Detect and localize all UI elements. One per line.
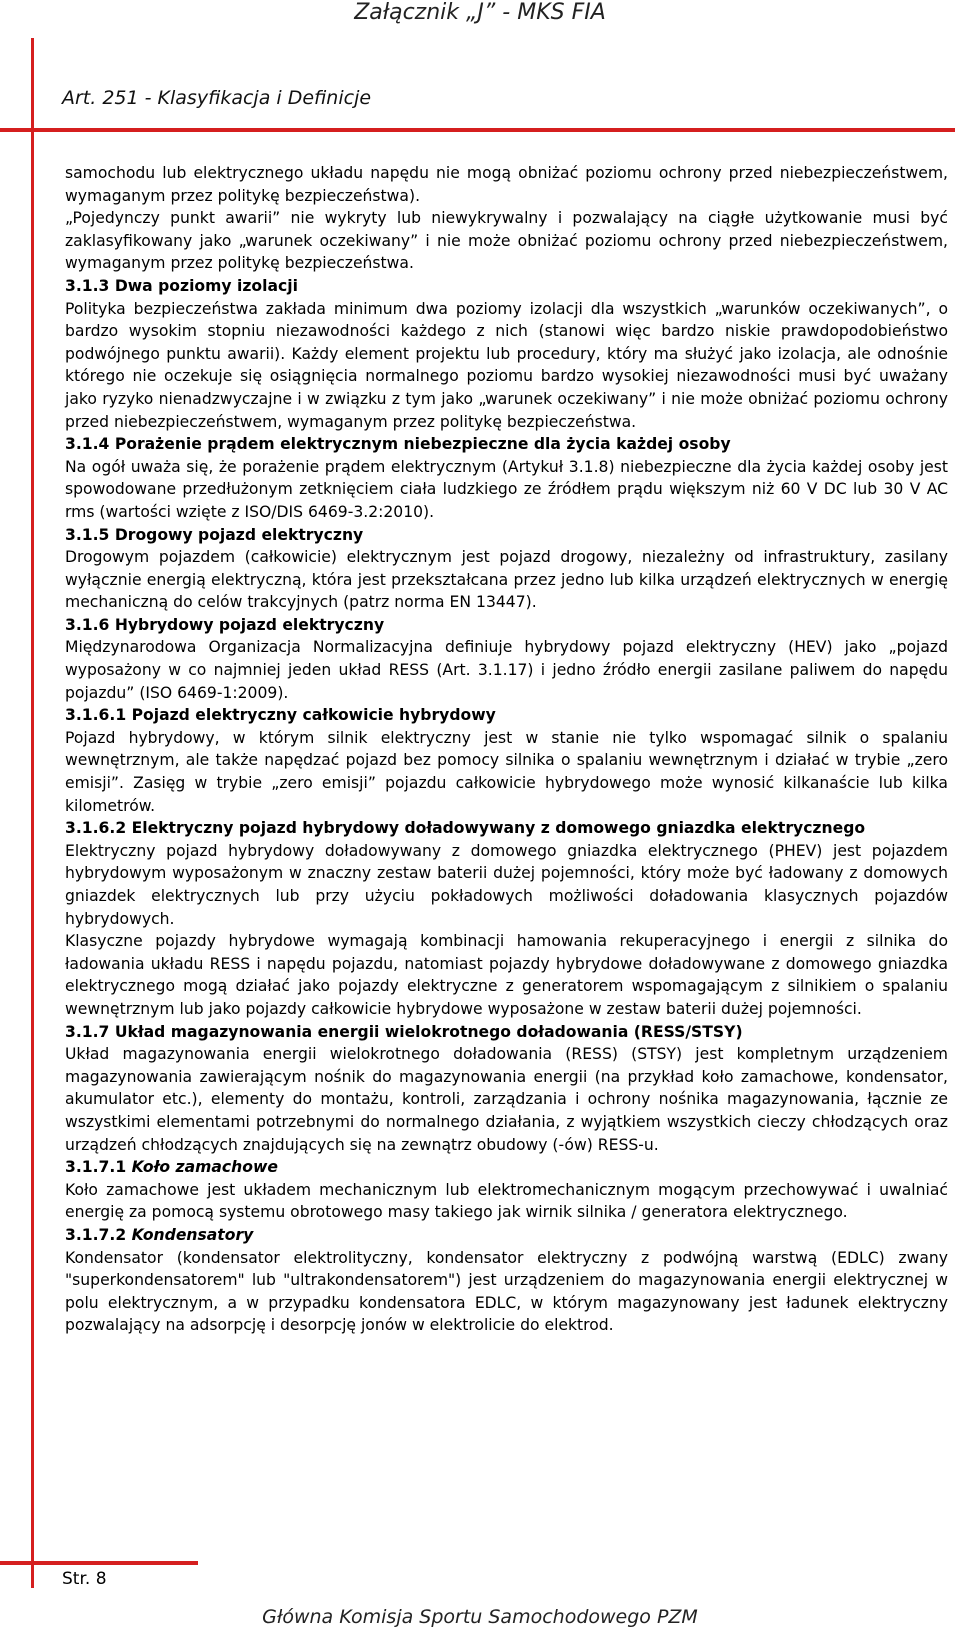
paragraph: Koło zamachowe jest układem mechanicznym lub elektromechanicznym mogącym przechowywać i uwalniać energię za pomocą systemu obrotowego masy takiego jak wirnik silnika / generatora elektrycznego. (65, 1180, 948, 1222)
heading-3-1-7-1 (65, 1156, 948, 1179)
footer-organization: Główna Komisja Sportu Samochodowego PZM (262, 1606, 698, 1628)
heading-3-1-7-2 (65, 1224, 948, 1247)
paragraph: „Pojedynczy punkt awarii” nie wykryty lub niewykrywalny i pozwalający na ciągłe użytkowanie musi być zaklasyfikowany jako „warunek oczekiwany” i nie może obniżać poziomu ochrony przed niebezpieczeństwem, wymaganym przez politykę bezpieczeństwa. (65, 209, 948, 273)
footer-rule (0, 1561, 198, 1565)
paragraph: Układ magazynowania energii wielokrotnego doładowania (RESS) (STSY) jest kompletnym urządzeniem magazynowania zawierającym nośnik do magazynowania energii (na przykład koło zamachowe, kondensator, akumulator etc.), elementy do montażu, kontroli, zarządzania i ochrony nośnika magazynowania, łącznie ze wszystkimi elementami potrzebnymi do normalnego działania, z wyjątkiem wszystkich cieczy chłodzących oraz urządzeń chłodzących znajdujących się na zewnątrz obudowy (-ów) RESS-u. (65, 1045, 948, 1154)
paragraph: Międzynarodowa Organizacja Normalizacyjna definiuje hybrydowy pojazd elektryczny (HEV) jako „pojazd wyposażony w co najmniej jeden układ RESS (Art. 3.1.17) i jedno źródło energii zasilane paliwem do napędu pojazdu” (ISO 6469-1:2009). (65, 638, 948, 702)
paragraph: Elektryczny pojazd hybrydowy doładowywany z domowego gniazdka elektrycznego (PHEV) jest pojazdem hybrydowym wyposażonym w znaczny zestaw baterii dużej pojemności, który może być ładowany z domowych gniazdek elektrycznych lub przy użyciu pokładowych możliwości doładowania klasycznych pojazdów hybrydowych. (65, 841, 948, 928)
heading-3-1-3: 3.1.3 Dwa poziomy izolacji (65, 276, 298, 295)
paragraph: Na ogół uważa się, że porażenie prądem elektrycznym (Artykuł 3.1.8) niebezpieczne dla życia każdej osoby jest spowodowane przedłużonym zetknięciem ciała ludzkiego ze źródłem prądu większym niż 60 V DC lub 30 V AC rms (wartości wzięte z ISO/DIS 6469-3.2:2010). (65, 457, 948, 521)
left-rule (31, 38, 34, 1588)
paragraph: Polityka bezpieczeństwa zakłada minimum dwa poziomy izolacji dla wszystkich „warunków oczekiwanych”, o bardzo wysokim stopniu niezawodności każdego z nich (stanowi więc bardzo niskie prawdopodobieństwo podwójnego punktu awarii). Każdy element projektu lub procedury, który ma służyć jako izolacja, ale odnośnie którego nie oczekuje się osiągnięcia normalnego poziomu bardzo wysokiej niezawodności musi być uważany jako ryzyko nienadzwyczajne i w związku z tym jako „warunek oczekiwany” i nie może obniżać poziomu ochrony przed niebezpieczeństwem, wymaganym przez politykę bezpieczeństwa. (65, 299, 948, 431)
paragraph: Kondensator (kondensator elektrolityczny, kondensator elektryczny z podwójną warstwą (EDLC) zwany "superkondensatorem" lub "ultrakondensatorem") jest urządzeniem do magazynowania energii elektrycznej w polu elektrycznym, a w przypadku kondensatora EDLC, w którym magazynowany jest ładunek elektryczny pozwalający na adsorpcję i desorpcję jonów w elektrolicie do elektrod. (65, 1248, 948, 1335)
heading-3-1-7: 3.1.7 Układ magazynowania energii wielokrotnego doładowania (RESS/STSY) (65, 1022, 743, 1041)
paragraph: samochodu lub elektrycznego układu napędu nie mogą obniżać poziomu ochrony przed niebezpieczeństwem, wymaganym przez politykę bezpieczeństwa). (65, 164, 948, 205)
heading-title: Koło zamachowe (131, 1158, 278, 1177)
paragraph: Klasyczne pojazdy hybrydowe wymagają kombinacji hamowania rekuperacyjnego i energii z silnika do ładowania układu RESS i napędu pojazdu, natomiast pojazdy hybrydowe doładowywane z domowego gniazdka elektrycznego mogą działać jako pojazdy elektryczne z generatorem wspomagającym z silnikiem o spalaniu wewnętrznym lub jako pojazdy całkowicie hybrydowe wyposażone w zestaw baterii dużej pojemności. (65, 932, 948, 1018)
heading-number: 3.1.7.2 (65, 1225, 132, 1244)
heading-title: Kondensatory (131, 1225, 254, 1244)
section-title: Art. 251 - Klasyfikacja i Definicje (62, 87, 372, 109)
page-number: Str. 8 (62, 1569, 107, 1589)
header-rule (0, 128, 955, 132)
paragraph: Drogowym pojazdem (całkowicie) elektrycznym jest pojazd drogowy, niezależny od infrastruktury, zasilany wyłącznie energią elektryczną, która jest przekształcana przez jedno lub kilka urządzeń elektrycznych w energię mechaniczną do celów trakcyjnych (patrz norma EN 13447). (65, 548, 948, 612)
heading-number: 3.1.7.1 (65, 1158, 132, 1177)
heading-3-1-6-1: 3.1.6.1 Pojazd elektryczny całkowicie hybrydowy (65, 706, 496, 725)
document-body (65, 162, 948, 1337)
heading-3-1-6-2: 3.1.6.2 Elektryczny pojazd hybrydowy doładowywany z domowego gniazdka elektrycznego (65, 819, 866, 838)
heading-3-1-6: 3.1.6 Hybrydowy pojazd elektryczny (65, 615, 385, 634)
heading-3-1-4: 3.1.4 Porażenie prądem elektrycznym niebezpieczne dla życia każdej osoby (65, 435, 731, 454)
paragraph: Pojazd hybrydowy, w którym silnik elektryczny jest w stanie nie tylko wspomagać silnik o spalaniu wewnętrznym, ale także napędzać pojazd bez pomocy silnika o spalaniu wewnętrznym i działać w trybie „zero emisji”. Zasięg w trybie „zero emisji” pojazdu całkowicie hybrydowego może wynosić kilkanaście lub kilka kilometrów. (65, 728, 948, 815)
document-header: Załącznik „J” - MKS FIA (354, 0, 606, 25)
heading-3-1-5: 3.1.5 Drogowy pojazd elektryczny (65, 525, 364, 544)
